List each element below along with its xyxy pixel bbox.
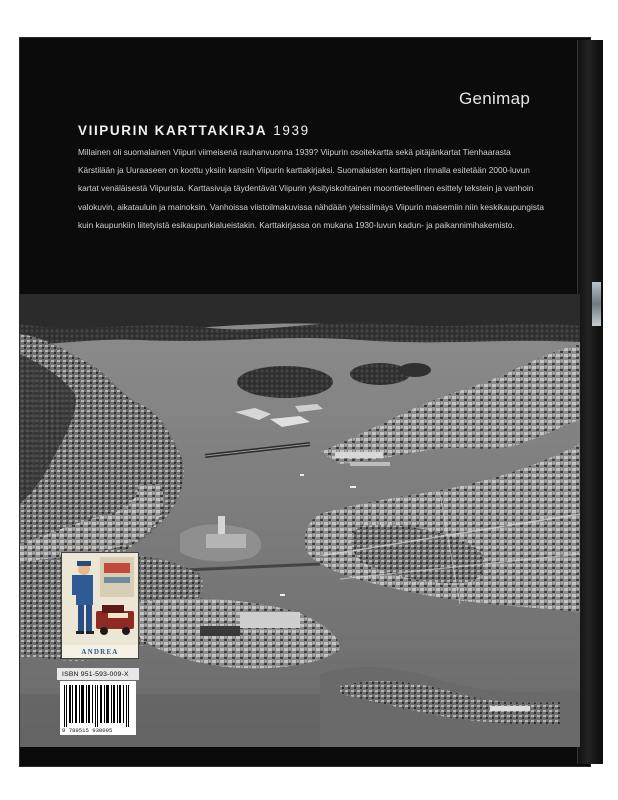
sticker-illustration (61, 552, 139, 659)
spine-sliver (592, 282, 601, 326)
book-title (78, 123, 310, 138)
isbn-number: ISBN 951-593-009-X (62, 671, 129, 678)
description-line: kartat venäläisestä Viipurista. Karttasivuja täydentävät Viipurin yksityiskohtainen moontieteellinen esittely tekstein ja vanhoin (78, 183, 534, 194)
description-line: valokuvin, aikatauluin ja mainoksin. Vanhoissa viistoilmakuvissa nähdään yleissilmäys Viipurin maisemiin niin keskikaupungista (78, 201, 544, 212)
book-description (78, 143, 578, 234)
description-line: Millainen oli suomalainen Viipuri viimeisenä rauhanvuonna 1939? Viipurin osoitekartta sekä pitäjänkartat Tienhaarasta (78, 147, 511, 157)
book-title-main: VIIPURIN KARTTAKIRJA (78, 123, 268, 138)
book-title-year: 1939 (273, 123, 310, 138)
sticker-drawing (62, 553, 138, 658)
description-line: Kärstilään ja Uuraaseen on koottu yksiin kansiin Viipurin karttakirjaksi. Suomalaisten karttajen rinnalla esitetään 2000-luvun (78, 165, 530, 176)
book-spine-edge (577, 40, 603, 764)
description-line: kuin kaupunkiin liitetyistä esikaupunkialueistakin. Karttakirjassa on mukana 1930-luvun kadun- ja paikannimihakemisto. (78, 219, 515, 230)
sticker-brand-text: ANDREA (81, 648, 119, 656)
publisher-name: Genimap (459, 89, 531, 108)
barcode-digits: 9 789515 930095 (62, 727, 113, 734)
